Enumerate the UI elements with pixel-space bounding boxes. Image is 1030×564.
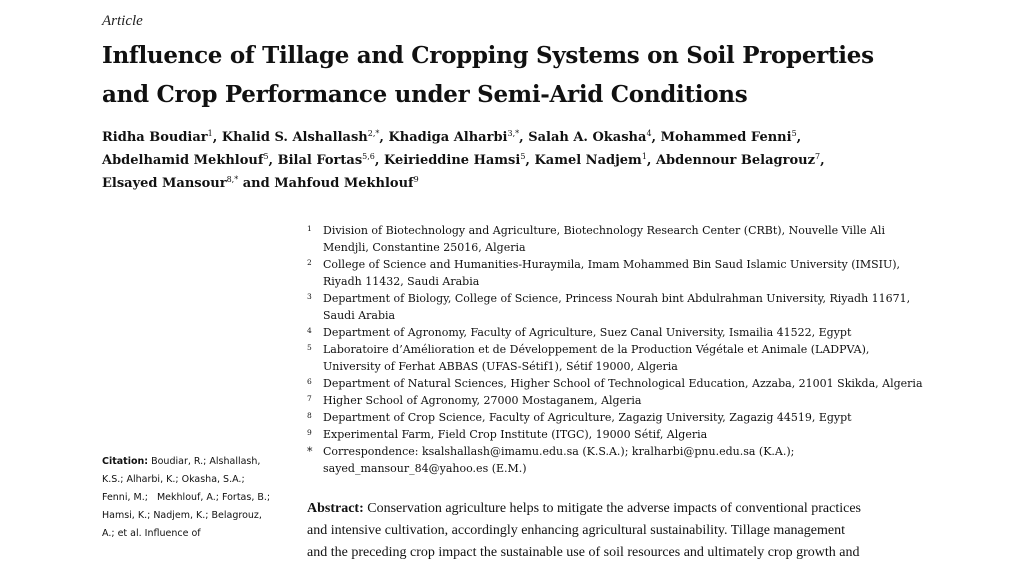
author-separator: , bbox=[374, 153, 384, 168]
affiliation-marker: 4 bbox=[307, 326, 312, 335]
author-name: Mohammed Fenni bbox=[660, 130, 792, 145]
author-name: Ridha Boudiar bbox=[102, 130, 208, 145]
citation-text: Boudiar, R.; Alshallash, bbox=[148, 456, 261, 467]
abstract-line: and the preceding crop impact the sustainable use of soil resources and ultimately crop growth and bbox=[307, 545, 860, 560]
abstract-label: Abstract: bbox=[307, 501, 364, 516]
affiliation-text: Mendjli, Constantine 25016, Algeria bbox=[323, 241, 526, 254]
affiliation-text: University of Ferhat ABBAS (UFAS-Sétif1), Sétif 19000, Algeria bbox=[323, 360, 678, 373]
author-affiliation-sup: 2,* bbox=[367, 129, 380, 138]
author-affiliation-sup: 5 bbox=[520, 152, 526, 161]
author-name: Bilal Fortas bbox=[277, 153, 363, 168]
author-name: Kamel Nadjem bbox=[534, 153, 642, 168]
affiliation-marker: 5 bbox=[307, 343, 312, 352]
author-affiliation-sup: 3,* bbox=[507, 129, 520, 138]
affiliation-text: Riyadh 11432, Saudi Arabia bbox=[323, 275, 480, 288]
affiliation-list bbox=[307, 222, 927, 477]
affiliation-item bbox=[307, 392, 927, 409]
affiliation-text: Saudi Arabia bbox=[323, 309, 396, 322]
affiliation-marker: 8 bbox=[307, 411, 312, 420]
affiliation-item bbox=[307, 443, 927, 477]
author-separator: , bbox=[379, 130, 389, 145]
author-separator: , bbox=[525, 153, 535, 168]
author-separator: and bbox=[238, 176, 275, 191]
author-line bbox=[102, 126, 1002, 149]
affiliation-item bbox=[307, 409, 927, 426]
author-affiliation-sup: 1 bbox=[641, 152, 647, 161]
article-type: Article bbox=[102, 13, 143, 29]
affiliation-item bbox=[307, 256, 927, 290]
title-line: and Crop Performance under Semi-Arid Conditions bbox=[102, 81, 748, 108]
author-name: Elsayed Mansour bbox=[102, 176, 227, 191]
affiliation-marker: * bbox=[307, 445, 313, 458]
abstract bbox=[307, 498, 932, 564]
author-affiliation-sup: 5 bbox=[263, 152, 269, 161]
affiliation-item bbox=[307, 426, 927, 443]
author-list bbox=[102, 126, 1002, 195]
author-separator: , bbox=[646, 153, 656, 168]
affiliation-text: Laboratoire d’Amélioration et de Développement de la Production Végétale et Animale (LADPVA), bbox=[323, 343, 870, 356]
author-separator: , bbox=[651, 130, 661, 145]
author-line bbox=[102, 149, 1002, 172]
author-separator: , bbox=[820, 153, 825, 168]
author-name: Khalid S. Alshallash bbox=[221, 130, 368, 145]
affiliation-text: Correspondence: ksalshallash@imamu.edu.sa (K.S.A.); kralharbi@pnu.edu.sa (K.A.); bbox=[323, 445, 795, 458]
affiliation-marker: 9 bbox=[307, 428, 312, 437]
affiliation-item bbox=[307, 341, 927, 375]
author-line bbox=[102, 172, 1002, 195]
citation-block bbox=[102, 453, 292, 543]
citation-line: K.S.; Alharbi, K.; Okasha, S.A.; bbox=[102, 474, 245, 485]
author-affiliation-sup: 4 bbox=[646, 129, 652, 138]
affiliation-text: College of Science and Humanities-Huraymila, Imam Mohammed Bin Saud Islamic University (IMSIU), bbox=[323, 258, 901, 271]
affiliation-text: Higher School of Agronomy, 27000 Mostaganem, Algeria bbox=[323, 394, 642, 407]
citation-line: Fenni, M.; Mekhlouf, A.; Fortas, B.; bbox=[102, 492, 271, 503]
citation-label: Citation: bbox=[102, 456, 149, 467]
author-separator: , bbox=[268, 153, 278, 168]
affiliation-marker: 6 bbox=[307, 377, 312, 386]
author-name: Keirieddine Hamsi bbox=[383, 153, 521, 168]
citation-line: Hamsi, K.; Nadjem, K.; Belagrouz, bbox=[102, 510, 262, 521]
affiliation-text: Division of Biotechnology and Agriculture, Biotechnology Research Center (CRBt), Nouvelle Ville Ali bbox=[323, 224, 885, 237]
author-affiliation-sup: 8,* bbox=[226, 175, 239, 184]
author-separator: , bbox=[519, 130, 529, 145]
affiliation-marker: 3 bbox=[307, 292, 312, 301]
affiliation-item bbox=[307, 222, 927, 256]
affiliation-text: Department of Natural Sciences, Higher School of Technological Education, Azzaba, 21001 Skikda, Algeria bbox=[323, 377, 923, 390]
affiliation-text: Department of Crop Science, Faculty of Agriculture, Zagazig University, Zagazig 44519, Egypt bbox=[323, 411, 852, 424]
affiliation-text: Experimental Farm, Field Crop Institute (ITGC), 19000 Sétif, Algeria bbox=[323, 428, 708, 441]
author-name: Abdelhamid Mekhlouf bbox=[102, 153, 264, 168]
abstract-line: and intensive cultivation, accordingly enhancing agricultural sustainability. Tillage management bbox=[307, 523, 845, 538]
author-name: Abdennour Belagrouz bbox=[655, 153, 815, 168]
author-separator: , bbox=[212, 130, 222, 145]
affiliation-text: Department of Biology, College of Science, Princess Nourah bint Abdulrahman University, Riyadh 11671, bbox=[323, 292, 911, 305]
affiliation-item bbox=[307, 290, 927, 324]
affiliation-item bbox=[307, 375, 927, 392]
author-name: Khadiga Alharbi bbox=[388, 130, 508, 145]
affiliation-marker: 7 bbox=[307, 394, 312, 403]
affiliation-item bbox=[307, 324, 927, 341]
affiliation-text: sayed_mansour_84@yahoo.es (E.M.) bbox=[323, 462, 527, 475]
author-affiliation-sup: 5 bbox=[791, 129, 797, 138]
author-affiliation-sup: 1 bbox=[207, 129, 213, 138]
affiliation-marker: 1 bbox=[307, 224, 312, 233]
citation-line: A.; et al. Influence of bbox=[102, 528, 201, 539]
paper-title bbox=[102, 36, 982, 114]
author-name: Mahfoud Mekhlouf bbox=[274, 176, 414, 191]
author-affiliation-sup: 9 bbox=[413, 175, 419, 184]
affiliation-marker: 2 bbox=[307, 258, 312, 267]
author-affiliation-sup: 5,6 bbox=[362, 152, 375, 161]
author-separator: , bbox=[796, 130, 802, 145]
author-name: Salah A. Okasha bbox=[528, 130, 647, 145]
title-line: Influence of Tillage and Cropping Systems on Soil Properties bbox=[102, 42, 874, 69]
abstract-text: Conservation agriculture helps to mitigate the adverse impacts of conventional practices bbox=[363, 501, 861, 516]
author-affiliation-sup: 7 bbox=[814, 152, 821, 161]
affiliation-text: Department of Agronomy, Faculty of Agriculture, Suez Canal University, Ismailia 41522, Egypt bbox=[323, 326, 852, 339]
